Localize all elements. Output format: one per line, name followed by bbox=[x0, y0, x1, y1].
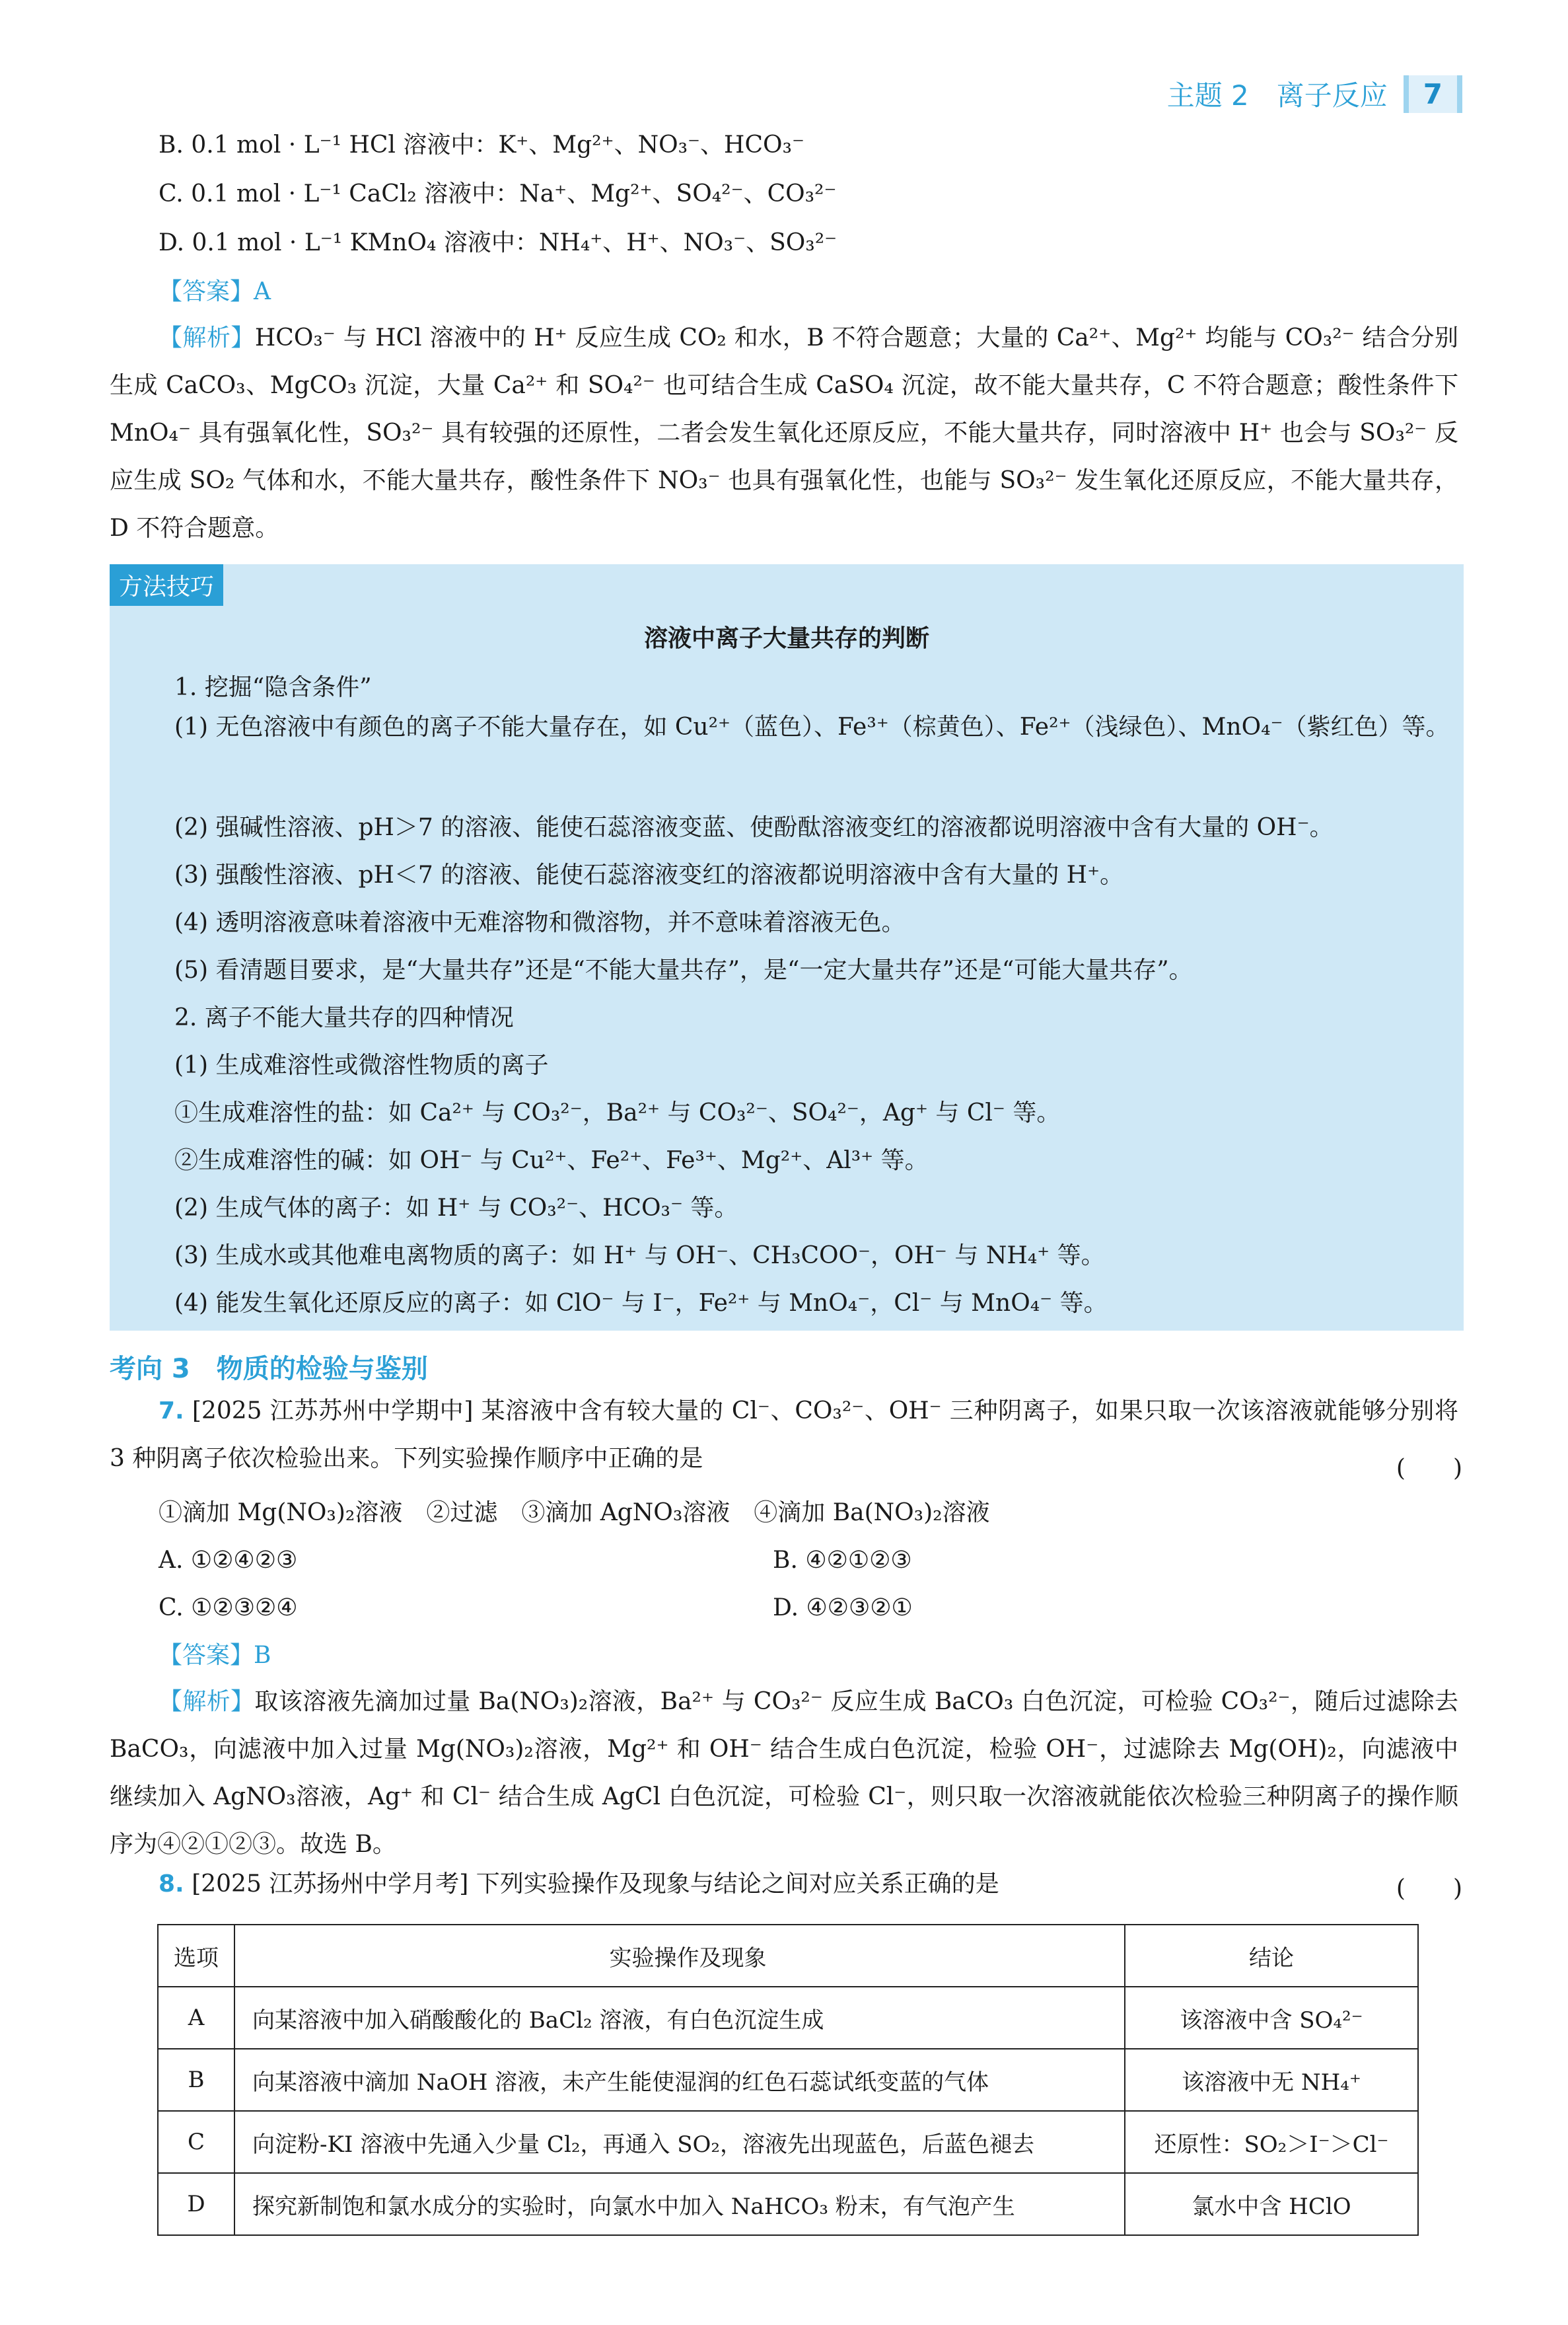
header-conclusion: 结论 bbox=[1125, 1925, 1418, 1987]
question-8-paren: ( ) bbox=[1396, 1875, 1462, 1902]
method-point-1: 1. 挖掘“隐含条件” bbox=[174, 674, 372, 701]
question-8-stem bbox=[159, 1870, 999, 1898]
row-conclusion: 该溶液中含 SO₄²⁻ bbox=[1125, 1987, 1418, 2049]
option-c: C. 0.1 mol · L⁻¹ CaCl₂ 溶液中：Na⁺、Mg²⁺、SO₄²⁻、CO₃²⁻ bbox=[159, 180, 837, 207]
row-option: C bbox=[158, 2111, 234, 2173]
header-option: 选项 bbox=[158, 1925, 234, 1987]
analysis-2 bbox=[110, 1678, 1458, 1868]
analysis-label: 【解析】 bbox=[159, 324, 255, 351]
method-sub-1: (1) 生成难溶性或微溶性物质的离子 bbox=[174, 1052, 549, 1079]
table-row bbox=[158, 2111, 1418, 2173]
method-sub-4: (4) 能发生氧化还原反应的离子：如 ClO⁻ 与 I⁻，Fe²⁺ 与 MnO₄⁻，Cl⁻ 与 MnO₄⁻ 等。 bbox=[174, 1290, 1108, 1317]
table-row bbox=[158, 2173, 1418, 2235]
method-item-1: (1) 无色溶液中有颜色的离子不能大量存在，如 Cu²⁺（蓝色）、Fe³⁺（棕黄色）、Fe²⁺（浅绿色）、MnO₄⁻（紫红色）等。 bbox=[174, 714, 1450, 741]
analysis-1 bbox=[110, 314, 1458, 552]
method-item-4: (4) 透明溶液意味着溶液中无难溶物和微溶物，并不意味着溶液无色。 bbox=[174, 909, 906, 936]
method-sub-1a: ①生成难溶性的盐：如 Ca²⁺ 与 CO₃²⁻，Ba²⁺ 与 CO₃²⁻、SO₄²⁻，Ag⁺ 与 Cl⁻ 等。 bbox=[174, 1099, 1061, 1126]
method-sub-3: (3) 生成水或其他难电离物质的离子：如 H⁺ 与 OH⁻、CH₃COO⁻，OH⁻ 与 NH₄⁺ 等。 bbox=[174, 1242, 1105, 1269]
table-header-row bbox=[158, 1925, 1418, 1987]
method-tips-box bbox=[110, 564, 1464, 1331]
row-operation: 探究新制饱和氯水成分的实验时，向氯水中加入 NaHCO₃ 粉末，有气泡产生 bbox=[234, 2173, 1125, 2235]
question-7-paren: ( ) bbox=[1396, 1455, 1462, 1482]
method-sub-2: (2) 生成气体的离子：如 H⁺ 与 CO₃²⁻、HCO₃⁻ 等。 bbox=[174, 1195, 738, 1222]
row-operation: 向某溶液中滴加 NaOH 溶液，未产生能使湿润的红色石蕊试纸变蓝的气体 bbox=[234, 2049, 1125, 2111]
row-option: B bbox=[158, 2049, 234, 2111]
page-number: 7 bbox=[1404, 75, 1462, 113]
answer-line-2 bbox=[159, 1641, 271, 1670]
question-7-option-b: B. ④②①②③ bbox=[773, 1547, 912, 1574]
experiment-table bbox=[157, 1924, 1419, 2236]
row-operation: 向某溶液中加入硝酸酸化的 BaCl₂ 溶液，有白色沉淀生成 bbox=[234, 1987, 1125, 2049]
chapter-title: 主题 2 离子反应 bbox=[1166, 79, 1388, 112]
answer-value: A bbox=[254, 278, 271, 305]
question-7-operations: ①滴加 Mg(NO₃)₂溶液 ②过滤 ③滴加 AgNO₃溶液 ④滴加 Ba(NO₃)₂溶液 bbox=[159, 1499, 990, 1526]
row-conclusion: 氯水中含 HClO bbox=[1125, 2173, 1418, 2235]
analysis-text: HCO₃⁻ 与 HCl 溶液中的 H⁺ 反应生成 CO₂ 和水，B 不符合题意；大量的 Ca²⁺、Mg²⁺ 均能与 CO₃²⁻ 结合分别生成 CaCO₃、MgCO₃ 沉淀，大量 Ca²⁺ 和 SO₄²⁻ 也可结合生成 CaSO₄ 沉淀，故不能大量共存，C 不符合题意；酸性条件下 MnO₄⁻ 具有强氧化性，SO₃²⁻ 具有较强的还原性，二者会发生氧化还原反应，不能大量共存，同时溶液中 H⁺ 也会与 SO₃²⁻ 反应生成 SO₂ 气体和水，不能大量共存，酸性条件下 NO₃⁻ 也具有强氧化性，也能与 SO₃²⁻ 发生氧化还原反应，不能大量共存，D 不符合题意。 bbox=[110, 324, 1458, 542]
header-operation: 实验操作及现象 bbox=[234, 1925, 1125, 1987]
table-row bbox=[158, 1987, 1418, 2049]
option-b: B. 0.1 mol · L⁻¹ HCl 溶液中：K⁺、Mg²⁺、NO₃⁻、HCO₃⁻ bbox=[159, 131, 804, 159]
question-7-stem bbox=[110, 1387, 1458, 1483]
method-sub-1b: ②生成难溶性的碱：如 OH⁻ 与 Cu²⁺、Fe²⁺、Fe³⁺、Mg²⁺、Al³⁺ 等。 bbox=[174, 1147, 929, 1174]
answer-value-2: B bbox=[254, 1642, 271, 1669]
question-7-option-c: C. ①②③②④ bbox=[159, 1594, 298, 1621]
section-heading: 考向 3 物质的检验与鉴别 bbox=[110, 1354, 428, 1384]
table-row bbox=[158, 2049, 1418, 2111]
method-point-2: 2. 离子不能大量共存的四种情况 bbox=[174, 1004, 514, 1031]
method-item-3: (3) 强酸性溶液、pH＜7 的溶液、能使石蕊溶液变红的溶液都说明溶液中含有大量的 H⁺。 bbox=[174, 862, 1124, 889]
question-7-text: [2025 江苏苏州中学期中] 某溶液中含有较大量的 Cl⁻、CO₃²⁻、OH⁻ 三种阴离子，如果只取一次该溶液就能够分别将 3 种阴离子依次检验出来。下列实验操作顺序中正确的是 bbox=[110, 1397, 1458, 1472]
answer-label-2: 【答案】 bbox=[159, 1642, 254, 1669]
question-8-number: 8. bbox=[159, 1870, 184, 1898]
row-option: A bbox=[158, 1987, 234, 2049]
analysis-text-2: 取该溶液先滴加过量 Ba(NO₃)₂溶液，Ba²⁺ 与 CO₃²⁻ 反应生成 BaCO₃ 白色沉淀，可检验 CO₃²⁻，随后过滤除去 BaCO₃，向滤液中加入过量 Mg(NO₃)₂溶液，Mg²⁺ 和 OH⁻ 结合生成白色沉淀，检验 OH⁻，过滤除去 Mg(OH)₂，向滤液中继续加入 AgNO₃溶液，Ag⁺ 和 Cl⁻ 结合生成 AgCl 白色沉淀，可检验 Cl⁻，则只取一次溶液就能依次检验三种阴离子的操作顺序为④②①②③。故选 B。 bbox=[110, 1688, 1458, 1858]
method-title: 溶液中离子大量共存的判断 bbox=[643, 625, 929, 652]
row-conclusion: 还原性：SO₂＞I⁻＞Cl⁻ bbox=[1125, 2111, 1418, 2173]
question-7-option-d: D. ④②③②① bbox=[773, 1594, 913, 1621]
row-option: D bbox=[158, 2173, 234, 2235]
question-7-number: 7. bbox=[159, 1397, 184, 1424]
question-8-text: [2025 江苏扬州中学月考] 下列实验操作及现象与结论之间对应关系正确的是 bbox=[192, 1870, 999, 1898]
answer-line-1 bbox=[159, 277, 271, 306]
answer-label: 【答案】 bbox=[159, 278, 254, 305]
question-7-option-a: A. ①②④②③ bbox=[159, 1547, 298, 1574]
method-label: 方法技巧 bbox=[110, 564, 223, 606]
method-item-2: (2) 强碱性溶液、pH＞7 的溶液、能使石蕊溶液变蓝、使酚酞溶液变红的溶液都说明溶液中含有大量的 OH⁻。 bbox=[174, 814, 1334, 841]
row-operation: 向淀粉-KI 溶液中先通入少量 Cl₂，再通入 SO₂，溶液先出现蓝色，后蓝色褪去 bbox=[234, 2111, 1125, 2173]
option-d: D. 0.1 mol · L⁻¹ KMnO₄ 溶液中：NH₄⁺、H⁺、NO₃⁻、SO₃²⁻ bbox=[159, 229, 837, 256]
row-conclusion: 该溶液中无 NH₄⁺ bbox=[1125, 2049, 1418, 2111]
analysis-label-2: 【解析】 bbox=[159, 1688, 255, 1715]
page-header bbox=[1167, 74, 1462, 114]
method-item-5: (5) 看清题目要求，是“大量共存”还是“不能大量共存”，是“一定大量共存”还是“可能大量共存”。 bbox=[174, 957, 1193, 984]
